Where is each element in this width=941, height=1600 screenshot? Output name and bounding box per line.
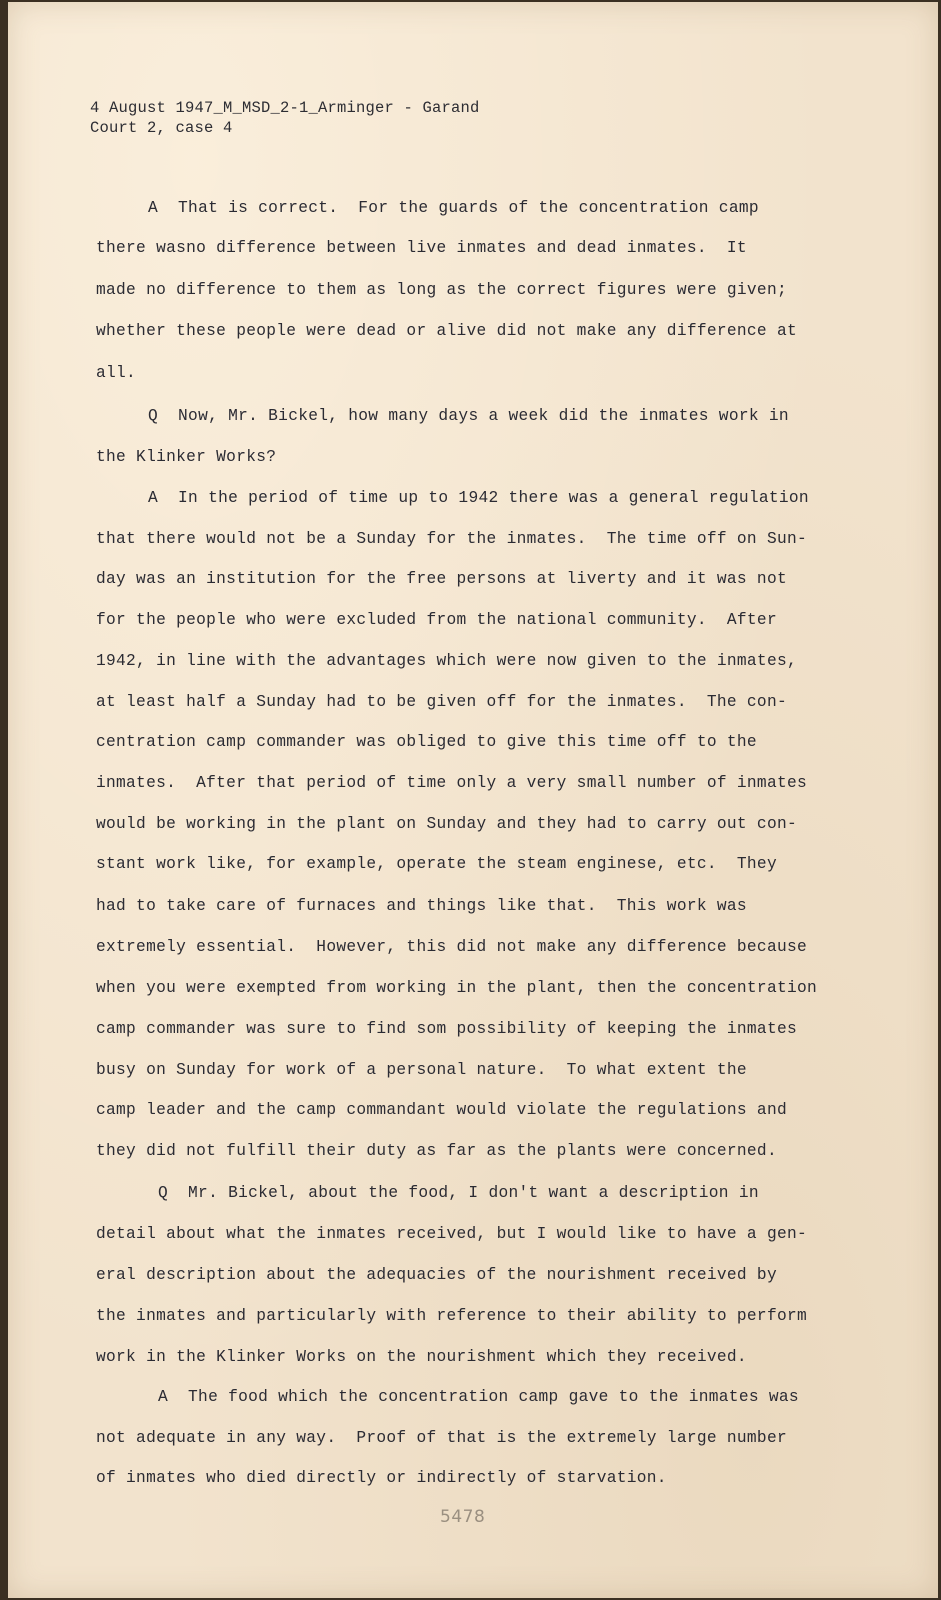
text-line: there wasno difference between live inmates and dead inmates. It xyxy=(96,239,747,257)
text-line: for the people who were excluded from the national community. After xyxy=(96,611,777,629)
header-line-1: 4 August 1947_M_MSD_2-1_Arminger - Garand xyxy=(90,99,480,117)
text-line: A The food which the concentration camp gave to the inmates was xyxy=(158,1388,799,1406)
text-line: would be working in the plant on Sunday and they had to carry out con- xyxy=(96,815,797,833)
text-line: whether these people were dead or alive did not make any difference at xyxy=(96,322,797,340)
document-page xyxy=(8,2,938,1598)
text-line: all. xyxy=(96,364,137,382)
text-line: at least half a Sunday had to be given off for the inmates. The con- xyxy=(96,693,787,711)
text-line: Q Mr. Bickel, about the food, I don't want a description in xyxy=(158,1184,759,1202)
text-line: that there would not be a Sunday for the inmates. The time off on Sun- xyxy=(96,530,807,548)
document-header xyxy=(90,98,480,138)
text-line: inmates. After that period of time only a very small number of inmates xyxy=(96,774,807,792)
text-line: extremely essential. However, this did not make any difference because xyxy=(96,938,807,956)
text-line: Q Now, Mr. Bickel, how many days a week did the inmates work in xyxy=(148,407,789,425)
text-line: made no difference to them as long as the correct figures were given; xyxy=(96,281,787,299)
text-line: had to take care of furnaces and things like that. This work was xyxy=(96,897,747,915)
text-line: not adequate in any way. Proof of that is the extremely large number xyxy=(96,1429,787,1447)
text-line: 1942, in line with the advantages which were now given to the inmates, xyxy=(96,652,797,670)
text-line: of inmates who died directly or indirectly of starvation. xyxy=(96,1469,667,1487)
text-line: when you were exempted from working in the plant, then the concentration xyxy=(96,979,818,997)
header-line-2: Court 2, case 4 xyxy=(90,119,233,137)
text-line: camp leader and the camp commandant would violate the regulations and xyxy=(96,1101,787,1119)
text-line: A That is correct. For the guards of the concentration camp xyxy=(148,199,759,217)
text-line: they did not fulfill their duty as far as the plants were concerned. xyxy=(96,1142,777,1160)
text-line: stant work like, for example, operate the steam enginese, etc. They xyxy=(96,855,777,873)
text-line: the inmates and particularly with reference to their ability to perform xyxy=(96,1307,807,1325)
text-line: detail about what the inmates received, but I would like to have a gen- xyxy=(96,1225,807,1243)
text-line: work in the Klinker Works on the nourishment which they received. xyxy=(96,1348,747,1366)
text-line: centration camp commander was obliged to give this time off to the xyxy=(96,733,757,751)
text-line: busy on Sunday for work of a personal nature. To what extent the xyxy=(96,1061,747,1079)
text-line: camp commander was sure to find som possibility of keeping the inmates xyxy=(96,1020,797,1038)
text-line: day was an institution for the free persons at liverty and it was not xyxy=(96,570,787,588)
text-line: the Klinker Works? xyxy=(96,448,277,466)
page-number: 5478 xyxy=(440,1507,486,1527)
text-line: A In the period of time up to 1942 there was a general regulation xyxy=(148,489,809,507)
text-line: eral description about the adequacies of the nourishment received by xyxy=(96,1266,777,1284)
